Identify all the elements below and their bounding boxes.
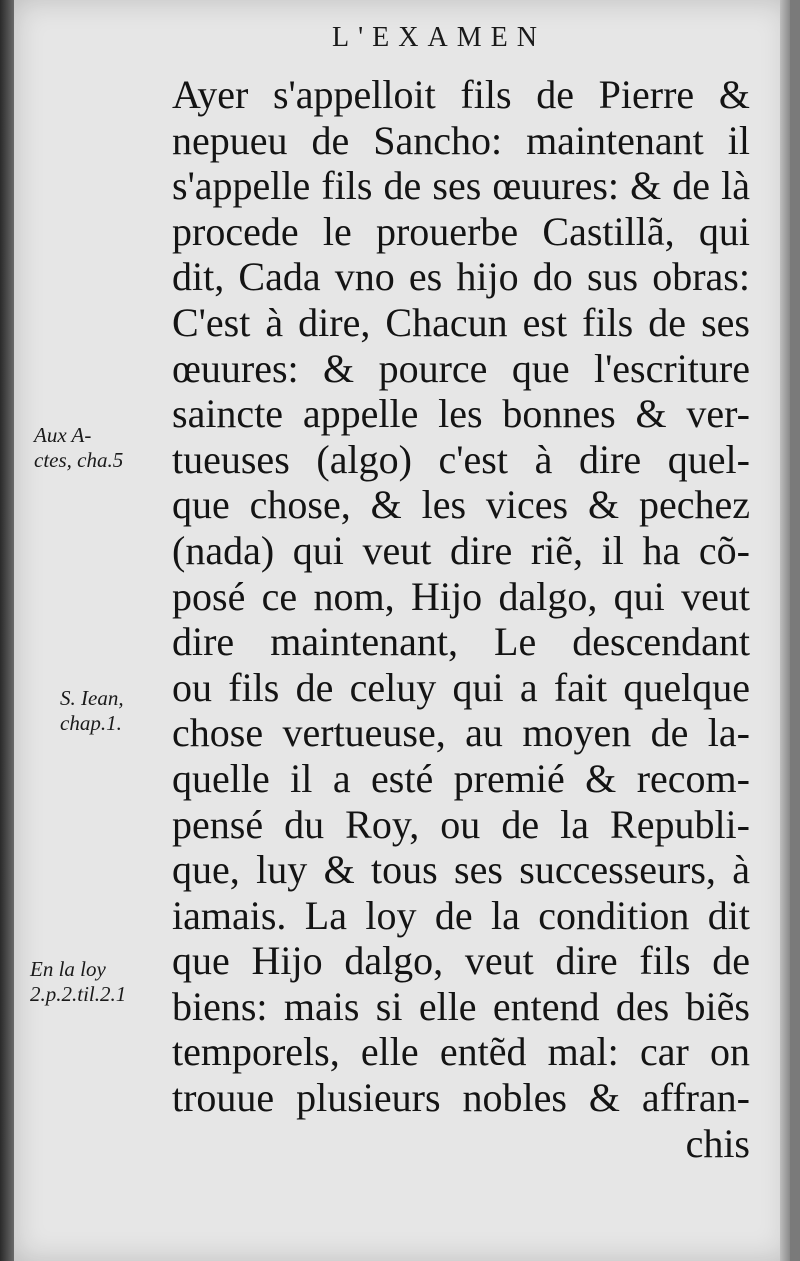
margin-note-line: ctes, cha.5 — [34, 448, 124, 472]
text-line: dit, Cada vno es hijo do sus obras: — [172, 254, 750, 300]
margin-note-line: Aux A- — [34, 423, 92, 447]
text-line: quelle il a esté premié & recom- — [172, 755, 750, 801]
margin-note-law — [30, 957, 126, 1007]
margin-note-line: chap.1. — [60, 711, 122, 735]
text-line: pensé du Roy, ou de la Republi- — [172, 801, 750, 847]
text-line: posé ce nom, Hijo dalgo, qui veut — [172, 573, 750, 619]
text-line: dire maintenant, Le descendant — [172, 619, 750, 665]
text-line: C'est à dire, Chacun est fils de ses — [172, 299, 750, 345]
running-head: L'EXAMEN — [332, 22, 546, 53]
text-line: biens: mais si elle entend des biẽs — [172, 983, 750, 1029]
margin-note-acts — [34, 423, 123, 473]
text-line: Ayer s'appelloit fils de Pierre & — [172, 72, 750, 117]
text-line: que Hijo dalgo, veut dire fils de — [172, 938, 750, 984]
text-line: s'appelle fils de ses œuures: & de là — [172, 163, 750, 209]
margin-note-line: En la loy — [30, 957, 106, 981]
text-line: que chose, & les vices & pechez — [172, 482, 750, 528]
text-line: saincte appelle les bonnes & ver- — [172, 391, 750, 437]
text-line: ou fils de celuy qui a fait quelque — [172, 664, 750, 710]
margin-note-line: 2.p.2.til.2.1 — [30, 982, 127, 1006]
text-line: iamais. La loy de la condition dit — [172, 892, 750, 938]
margin-note-line: S. Iean, — [60, 686, 124, 710]
text-line: trouue plusieurs nobles & affran- — [172, 1075, 750, 1121]
text-line-catchword: chis — [685, 1120, 750, 1166]
text-line: procede le prouerbe Castillã, qui — [172, 208, 750, 254]
text-line: temporels, elle entẽd mal: car on — [172, 1029, 750, 1075]
text-line: tueuses (algo) c'est à dire quel- — [172, 436, 750, 482]
book-page — [14, 0, 790, 1261]
book-spine-shadow — [0, 0, 14, 1261]
margin-note-john — [60, 686, 124, 736]
text-line: nepueu de Sancho: maintenant il — [172, 117, 750, 163]
text-line: chose vertueuse, au moyen de la- — [172, 710, 750, 756]
text-line: que, luy & tous ses successeurs, à — [172, 847, 750, 893]
body-text — [172, 72, 750, 1166]
page-edge — [780, 0, 790, 1261]
text-line: œuures: & pource que l'escriture — [172, 345, 750, 391]
text-line: (nada) qui veut dire riẽ, il ha cõ- — [172, 527, 750, 573]
